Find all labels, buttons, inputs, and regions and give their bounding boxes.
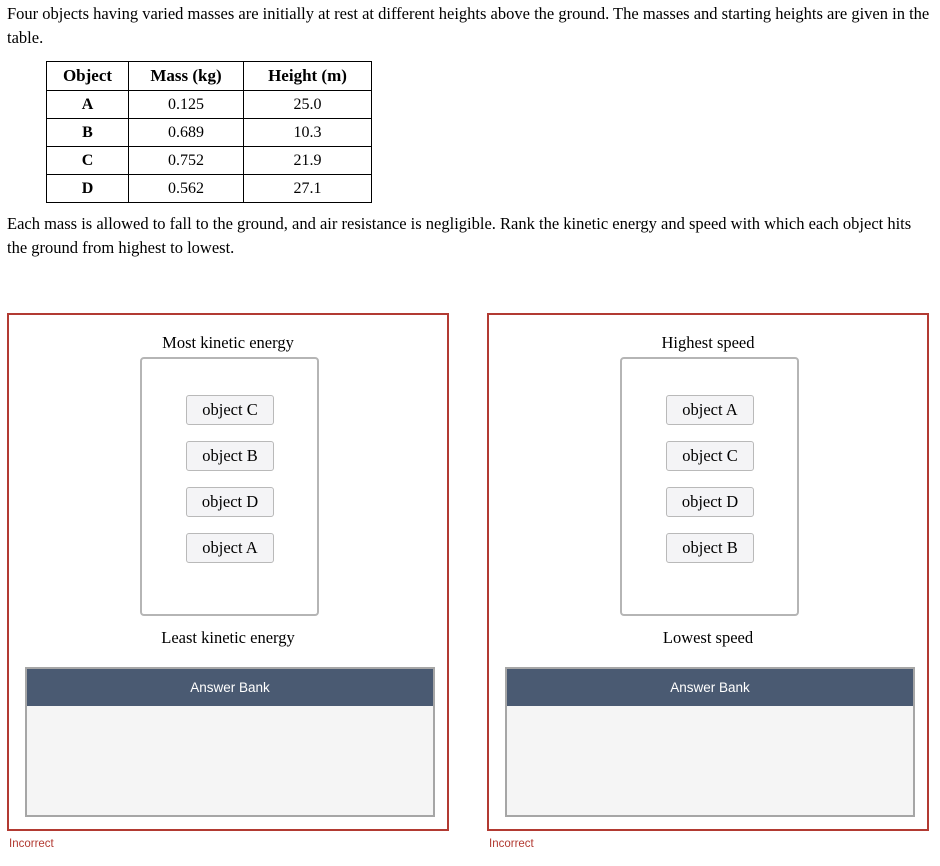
table-header-height: Height (m) xyxy=(244,62,372,91)
table-cell-mass: 0.752 xyxy=(129,147,244,175)
table-row xyxy=(47,119,372,147)
speed-ranking-panel xyxy=(487,313,929,831)
ranking-item[interactable]: object C xyxy=(666,441,754,471)
question-intro: Four objects having varied masses are initially at rest at different heights above the ground. The masses and starting heights are given in the table. xyxy=(7,4,930,47)
ranking-item[interactable]: object D xyxy=(186,487,274,517)
ranking-item[interactable]: object C xyxy=(186,395,274,425)
ranking-bottom-label: Least kinetic energy xyxy=(161,628,295,647)
ranking-top-label: Most kinetic energy xyxy=(162,333,294,352)
ranking-item[interactable]: object A xyxy=(666,395,754,425)
table-header-row xyxy=(47,62,372,91)
ranking-drop-zone[interactable] xyxy=(140,357,319,616)
table-cell-mass: 0.125 xyxy=(129,91,244,119)
ranking-top-label: Highest speed xyxy=(661,333,755,352)
table-cell-height: 21.9 xyxy=(244,147,372,175)
table-cell-mass: 0.689 xyxy=(129,119,244,147)
ranking-item[interactable]: object D xyxy=(666,487,754,517)
table-cell-object: C xyxy=(47,147,129,175)
ranking-item[interactable]: object A xyxy=(186,533,274,563)
question-prompt: Each mass is allowed to fall to the ground, and air resistance is negligible. Rank the kinetic energy and speed with which each object hits the ground from highest to lowest. xyxy=(7,214,912,257)
table-cell-height: 27.1 xyxy=(244,175,372,203)
table-row xyxy=(47,91,372,119)
ranking-item[interactable]: object B xyxy=(186,441,274,471)
data-table xyxy=(46,61,372,203)
table-cell-object: D xyxy=(47,175,129,203)
ranking-bottom-label: Lowest speed xyxy=(662,628,754,647)
table-cell-height: 10.3 xyxy=(244,119,372,147)
ranking-drop-zone[interactable] xyxy=(620,357,799,616)
kinetic-energy-ranking-panel xyxy=(7,313,449,831)
table-cell-mass: 0.562 xyxy=(129,175,244,203)
status-incorrect: Incorrect xyxy=(489,838,534,850)
answer-bank-header: Answer Bank xyxy=(27,669,433,706)
table-cell-height: 25.0 xyxy=(244,91,372,119)
table-header-mass: Mass (kg) xyxy=(129,62,244,91)
table-header-object: Object xyxy=(47,62,129,91)
table-row xyxy=(47,147,372,175)
table-cell-object: B xyxy=(47,119,129,147)
ranking-item[interactable]: object B xyxy=(666,533,754,563)
answer-bank[interactable] xyxy=(25,667,435,817)
table-cell-object: A xyxy=(47,91,129,119)
table-row xyxy=(47,175,372,203)
status-incorrect: Incorrect xyxy=(9,838,54,850)
answer-bank-header: Answer Bank xyxy=(507,669,913,706)
answer-bank[interactable] xyxy=(505,667,915,817)
